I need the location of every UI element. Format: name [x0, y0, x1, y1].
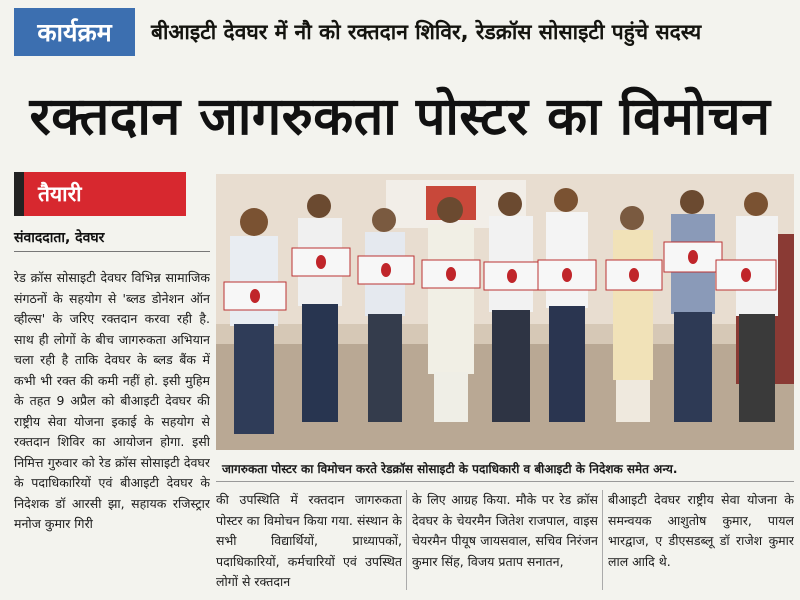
kicker-tag: कार्यक्रम: [14, 8, 135, 56]
column-divider: [406, 490, 407, 590]
news-photo: [216, 174, 794, 450]
byline-rule: [14, 251, 210, 252]
photo-illustration: [216, 174, 794, 450]
article-column-2: की उपस्थिति में रक्तदान जागरुकता पोस्टर का विमोचन किया गया. संस्थान के सभी विद्यार्थियों, प्राध्यापकों, पदाधिकारियों, कर्मचारियों एवं उपस्थित लोगों से रक्तदान: [216, 492, 402, 589]
section-tag: तैयारी: [14, 172, 186, 216]
byline: संवाददाता, देवघर: [14, 230, 105, 246]
article-column-4: बीआइटी देवघर राष्ट्रीय सेवा योजना के समन्वयक आशुतोष कुमार, पायल भारद्वाज, ए डीएसडब्लू डॉ राजेश कुमार लाल आदि थे.: [608, 492, 794, 569]
column-divider: [602, 490, 603, 590]
article-column-3: के लिए आग्रह किया. मौके पर रेड क्रॉस देवघर के चेयरमैन जितेश राजपाल, वाइस चेयरमैन पीयूष जायसवाल, सचिव निरंजन कुमार सिंह, विजय प्रताप सनातन,: [412, 492, 598, 569]
main-headline: रक्तदान जागरुकता पोस्टर का विमोचन: [29, 86, 771, 147]
article-column-1: रेड क्रॉस सोसाइटी देवघर विभिन्न सामाजिक संगठनों के सहयोग से 'ब्लड डोनेशन ऑन व्हील्स' के जरिए रक्तदान करवा रही है. साथ ही लोगों के बीच जागरुकता अभियान चला रही है ताकि देवघर के ब्लड बैंक में कभी भी रक्त की कमी नहीं हो. इसी मुहिम के तहत 9 अप्रैल को बीआइटी देवघर की राष्ट्रीय सेवा योजना इकाई के सहयोग से रक्तदान शिविर का आयोजन होगा. इसी निमित्त गुरुवार को रेड क्रॉस सोसाइटी देवघर के पदाधिकारियों एवं बीआइटी देवघर के निदेशक डॉ आरसी झा, सहायक रजिस्ट्रार मनोज कुमार गिरी: [14, 270, 210, 531]
photo-caption: जागरुकता पोस्टर का विमोचन करते रेडक्रॉस सोसाइटी के पदाधिकारी व बीआइटी के निदेशक समेत अन्य.: [216, 456, 794, 482]
kicker-headline: बीआइटी देवघर में नौ को रक्तदान शिविर, रेडक्रॉस सोसाइटी पहुंचे सदस्य: [151, 20, 702, 44]
